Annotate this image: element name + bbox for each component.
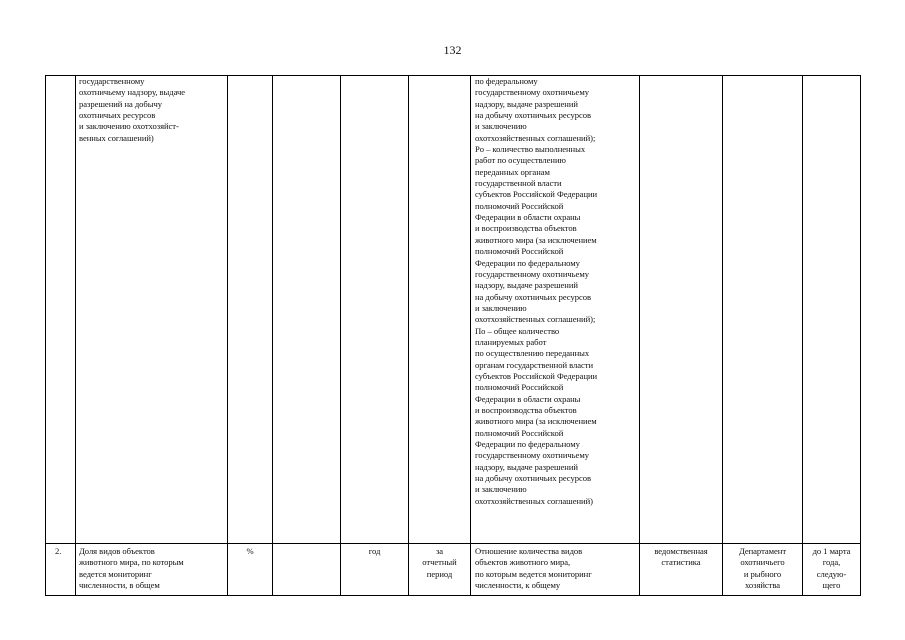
responsible-body: Департамент охотничьего и рыбного хозяйства (738, 546, 787, 591)
indicator-name: Доля видов объектов животного мира, по которым ведется мониторинг численности, в общем (79, 546, 184, 591)
table-border-left (45, 75, 46, 596)
unit-of-measure: % (246, 546, 254, 556)
column-divider (340, 75, 341, 596)
formula-continued: по федеральному государственному охотничьему надзору, выдаче разрешений на добычу охотничьих ресурсов и заключению охотхозяйственных соглашений); Pо – количество выполненных работ по осуществлению переданных органам государственной власти субъектов Российской Федерации полномочий Российской Федерации в области охраны и воспроизводства объектов животного мира (за исключением полномочий Российской Федерации по федеральному государственному охотничьему надзору, выдаче разрешений на добычу охотничьих ресурсов и заключению охотхозяйственных соглашений); По – общее количество планируемых работ по осуществлению переданных органам государственной власти субъектов Российской Федерации полномочий Российской Федерации в области охраны и воспроизводства объектов животного мира (за исключением полномочий Российской Федерации по федеральному государственному охотничьему надзору, выдаче разрешений на добычу охотничьих ресурсов и заключению охотхозяйственных соглашений) (475, 76, 598, 506)
table-border-bottom (45, 595, 861, 596)
deadline: до 1 марта года, следую- щего (812, 546, 851, 591)
column-divider (470, 75, 471, 596)
column-divider (227, 75, 228, 596)
row-number: 2. (55, 546, 62, 556)
column-divider (639, 75, 640, 596)
page-number: 132 (443, 43, 462, 57)
time-basis: за отчетный период (422, 546, 457, 579)
column-divider (722, 75, 723, 596)
indicator-name-continued: государственному охотничьему надзору, выдаче разрешений на добычу охотничьих ресурсов и заключению охотхозяйст- венных соглашений) (79, 76, 186, 143)
column-divider (272, 75, 273, 596)
calculation-formula: Отношение количества видов объектов животного мира, по которым ведется мониторинг численности, к общему (475, 546, 592, 591)
row-divider (45, 543, 861, 544)
column-divider (802, 75, 803, 596)
table-border-right (860, 75, 861, 596)
column-divider (75, 75, 76, 596)
periodicity: год (368, 546, 381, 556)
data-source: ведомственная статистика (654, 546, 708, 568)
column-divider (408, 75, 409, 596)
